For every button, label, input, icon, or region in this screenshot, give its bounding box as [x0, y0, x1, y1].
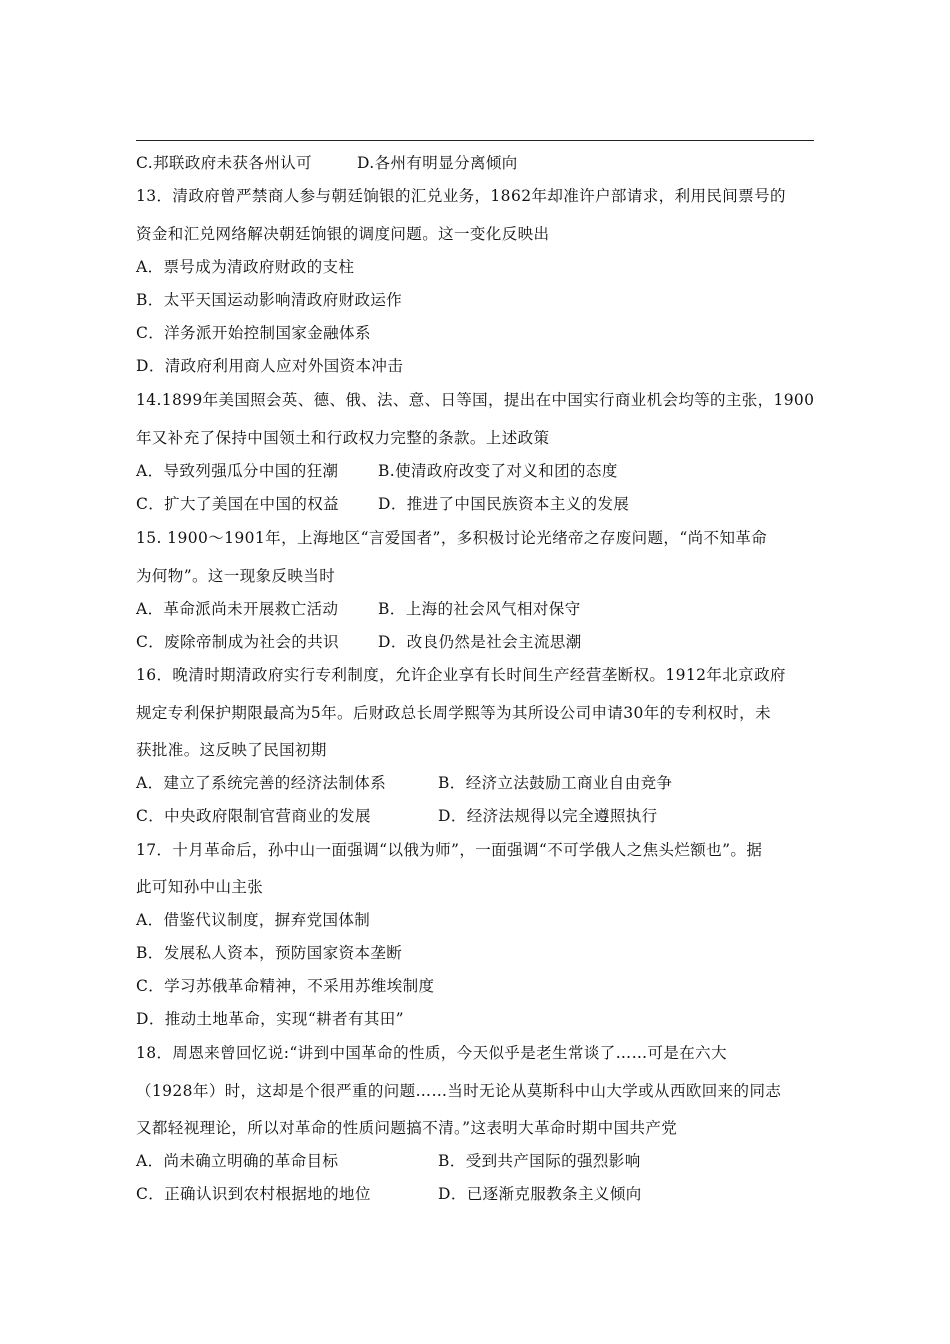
q14-option-c: C．扩大了美国在中国的权益: [136, 495, 340, 513]
q16-stem-line3: 获批准。这反映了民国初期: [136, 741, 327, 759]
q16-option-a: A．建立了系统完善的经济法制体系: [136, 774, 387, 792]
q18-option-b: B．受到共产国际的强烈影响: [438, 1152, 641, 1170]
q16-option-c: C．中央政府限制官营商业的发展: [136, 807, 371, 825]
q14-option-a: A．导致列强瓜分中国的狂潮: [136, 462, 339, 480]
q15-stem-line2: 为何物”。这一现象反映当时: [136, 567, 336, 585]
q15-option-b: B．上海的社会风气相对保守: [378, 600, 581, 618]
q17-stem-line2: 此可知孙中山主张: [136, 878, 264, 896]
q13-stem-line2: 资金和汇兑网络解决朝廷饷银的调度问题。这一变化反映出: [136, 225, 550, 243]
q16-stem-line2: 规定专利保护期限最高为5年。后财政总长周学熙等为其所设公司申请30年的专利权时，未: [136, 704, 771, 722]
q13-option-d: D．清政府利用商人应对外国资本冲击: [136, 357, 404, 375]
q14-option-b: B.使清政府改变了对义和团的态度: [378, 462, 618, 480]
q13-option-a: A．票号成为清政府财政的支柱: [136, 258, 355, 276]
q15-stem-line1: 15. 1900～1901年，上海地区“言爱国者”，多积极讨论光绪帝之存废问题，“尚不知革命: [136, 529, 768, 547]
q18-stem-line3: 又都轻视理论，所以对革命的性质问题搞不清。”这表明大革命时期中国共产党: [136, 1119, 678, 1137]
q12-option-c: C.邦联政府未获各州认可: [136, 154, 313, 172]
q17-option-d: D．推动土地革命，实现“耕者有其田”: [136, 1010, 404, 1028]
q14-stem-line2: 年又补充了保持中国领土和行政权力完整的条款。上述政策: [136, 429, 550, 447]
q17-option-b: B．发展私人资本，预防国家资本垄断: [136, 944, 403, 962]
q18-option-a: A．尚未确立明确的革命目标: [136, 1152, 339, 1170]
q15-option-c: C．废除帝制成为社会的共识: [136, 633, 340, 651]
q16-option-d: D．经济法规得以完全遵照执行: [438, 807, 658, 825]
q14-stem-line1: 14.1899年美国照会英、德、俄、法、意、日等国，提出在中国实行商业机会均等的主张，1900: [136, 391, 815, 409]
q13-stem-line1: 13．清政府曾严禁商人参与朝廷饷银的汇兑业务，1862年却准许户部请求，利用民间票号的: [136, 187, 786, 205]
q18-option-d: D．已逐渐克服教条主义倾向: [438, 1185, 642, 1203]
q17-option-a: A．借鉴代议制度，摒弃党国体制: [136, 911, 371, 929]
q16-stem-line1: 16．晚清时期清政府实行专利制度，允许企业享有长时间生产经营垄断权。1912年北京政府: [136, 666, 786, 684]
q16-option-b: B．经济立法鼓励工商业自由竞争: [438, 774, 673, 792]
q12-option-d: D.各州有明显分离倾向: [357, 154, 518, 172]
q17-option-c: C．学习苏俄革命精神，不采用苏维埃制度: [136, 977, 435, 995]
q18-stem-line2: （1928年）时，这却是个很严重的问题……当时无论从莫斯科中山大学或从西欧回来的同志: [136, 1082, 782, 1100]
header-rule: [136, 140, 814, 141]
q13-option-b: B．太平天国运动影响清政府财政运作: [136, 291, 403, 309]
q15-option-d: D．改良仍然是社会主流思潮: [378, 633, 582, 651]
q17-stem-line1: 17．十月革命后，孙中山一面强调“以俄为师”，一面强调“不可学俄人之焦头烂额也”。据: [136, 841, 763, 859]
q18-stem-line1: 18．周恩来曾回忆说:“讲到中国革命的性质，今天似乎是老生常谈了……可是在六大: [136, 1044, 727, 1062]
q14-option-d: D．推进了中国民族资本主义的发展: [378, 495, 630, 513]
q18-option-c: C．正确认识到农村根据地的地位: [136, 1185, 371, 1203]
q15-option-a: A．革命派尚未开展救亡活动: [136, 600, 339, 618]
q13-option-c: C．洋务派开始控制国家金融体系: [136, 324, 371, 342]
